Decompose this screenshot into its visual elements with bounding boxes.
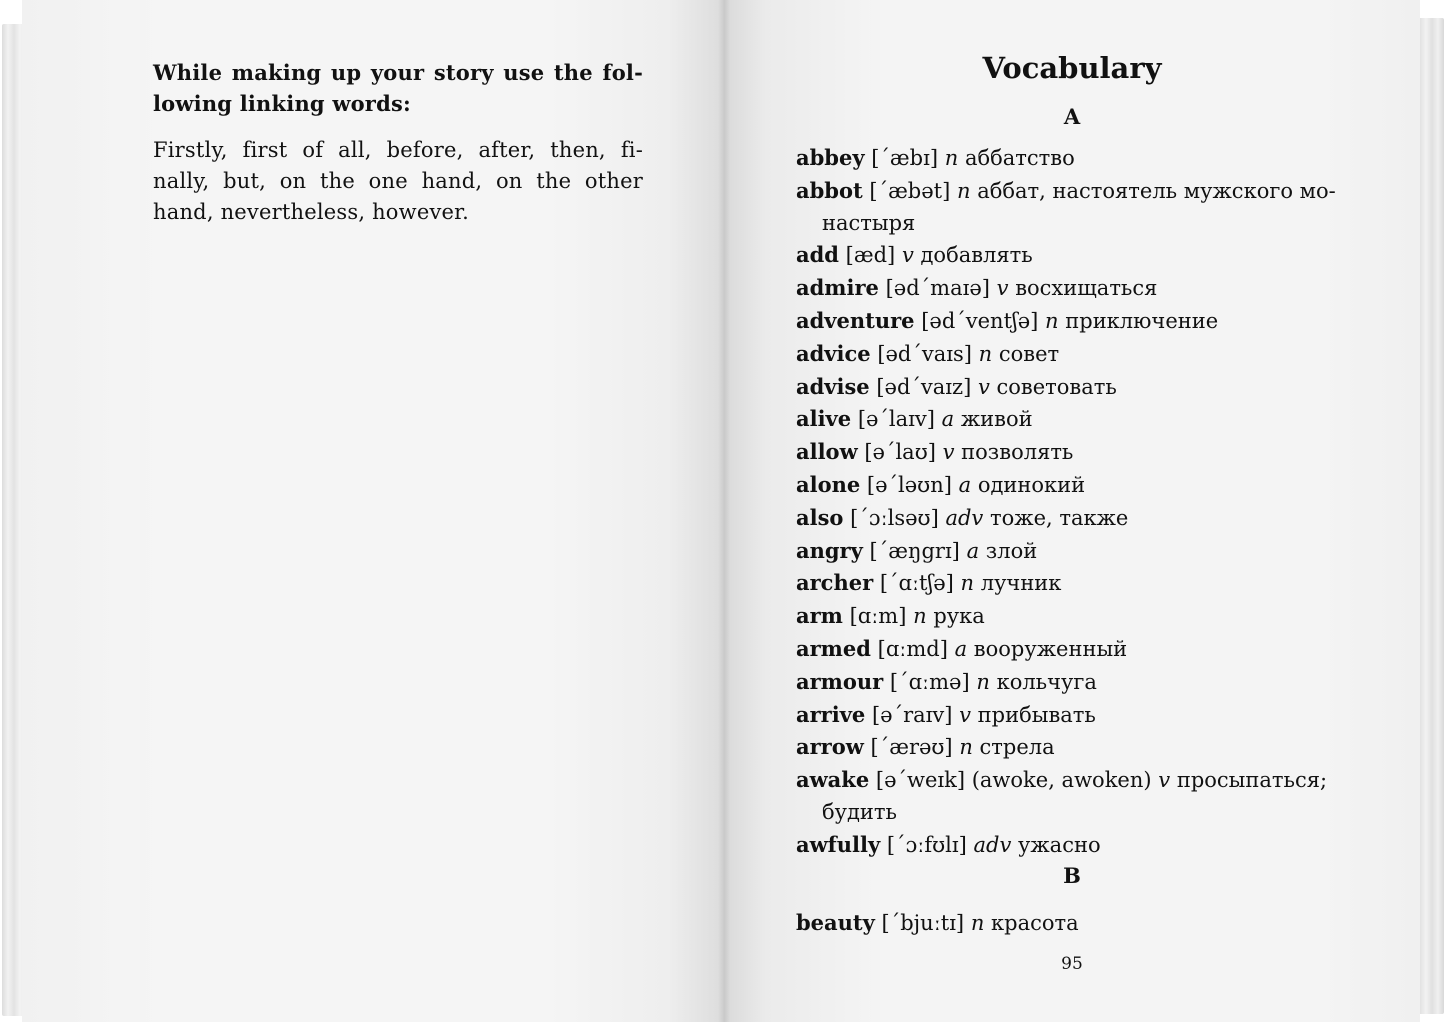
- entry-transcription: [æd]: [845, 243, 896, 268]
- entry-part-of-speech: a: [966, 538, 980, 563]
- entry-translation: вооруженный: [973, 636, 1128, 661]
- entry-word: archer: [796, 570, 874, 596]
- vocabulary-entry: [796, 338, 1351, 371]
- entry-transcription: [ˊærəʊ]: [870, 735, 953, 760]
- entry-word: allow: [796, 439, 858, 465]
- entry-word: alive: [796, 406, 852, 432]
- entry-translation: злой: [985, 538, 1038, 563]
- entry-translation: кольчуга: [996, 669, 1097, 694]
- vocabulary-entry: [796, 175, 1351, 240]
- entry-word: beauty: [796, 910, 875, 935]
- entry-translation-continued: будить: [822, 799, 897, 824]
- entry-transcription: [ədˊvaɪs]: [877, 341, 972, 366]
- entry-word: advice: [796, 340, 871, 366]
- entry-translation: аббат, настоятель мужского мо-: [977, 178, 1336, 203]
- entry-part-of-speech: n: [970, 911, 985, 935]
- page-number: 95: [1061, 954, 1083, 974]
- entry-word: admire: [796, 275, 879, 301]
- entry-word: awake: [796, 767, 870, 793]
- entry-translation: восхищаться: [1015, 276, 1158, 301]
- entry-word: armour: [796, 668, 884, 694]
- vocabulary-list-a: [796, 142, 1351, 862]
- heading-line: While making up your story use the fol-: [153, 60, 643, 85]
- entry-translation: прибывать: [977, 702, 1096, 727]
- entry-word: advise: [796, 373, 870, 399]
- paragraph-line: nally, but, on the one hand, on the other: [153, 169, 643, 193]
- entry-transcription: [əˊlaɪv]: [857, 407, 935, 432]
- entry-word: awfully: [796, 831, 881, 857]
- entry-transcription: [ˊæbət]: [869, 178, 951, 203]
- entry-translation: приключение: [1065, 308, 1219, 333]
- entry-transcription: [ɑːm]: [849, 604, 907, 629]
- entry-transcription: [ˊɑːmə]: [889, 669, 970, 694]
- entry-transcription: [əˊlaʊ]: [864, 440, 936, 465]
- entry-translation-continued: настыря: [822, 210, 916, 235]
- vocabulary-entry: [796, 699, 1351, 732]
- vocabulary-entry: [796, 272, 1351, 305]
- entry-word: arrow: [796, 734, 864, 760]
- entry-word: arm: [796, 603, 843, 629]
- book-gutter: [718, 0, 730, 1022]
- vocabulary-entry: [796, 666, 1351, 699]
- vocabulary-entry: [796, 371, 1351, 404]
- entry-translation: лучник: [980, 571, 1062, 596]
- vocabulary-entry: [796, 142, 1351, 175]
- vocabulary-entry: [796, 731, 1351, 764]
- right-page: [724, 0, 1420, 1022]
- vocabulary-entry: [796, 436, 1351, 469]
- entry-word: abbey: [796, 145, 865, 170]
- vocabulary-entry: [796, 764, 1351, 829]
- entry-transcription: [ədˊmaɪə]: [885, 276, 990, 301]
- entry-word: adventure: [796, 307, 915, 333]
- entry-word: abbot: [796, 177, 863, 203]
- entry-translation: просыпаться;: [1176, 768, 1328, 793]
- entry-transcription: [ˊɑːtʃə]: [879, 571, 954, 596]
- entry-part-of-speech: a: [941, 407, 955, 432]
- left-page-text: [153, 57, 643, 228]
- entry-word: arrive: [796, 701, 866, 727]
- heading-line: lowing linking words:: [153, 91, 411, 116]
- entry-translation: советовать: [996, 374, 1117, 399]
- entry-part-of-speech: n: [1045, 308, 1059, 333]
- vocabulary-entry: [796, 633, 1351, 666]
- entry-part-of-speech: a: [958, 472, 972, 497]
- entry-translation: совет: [998, 341, 1060, 366]
- entry-part-of-speech: v: [959, 702, 971, 727]
- vocabulary-list-b: [796, 907, 1351, 940]
- entry-translation: тоже, также: [989, 505, 1129, 530]
- entry-translation: позволять: [961, 440, 1074, 465]
- entry-word: alone: [796, 471, 861, 497]
- entry-part-of-speech: n: [957, 178, 971, 203]
- section-letter-b: B: [1063, 863, 1081, 888]
- entry-transcription: [əˊweɪk] (awoke, awoken): [875, 768, 1152, 793]
- entry-part-of-speech: adv: [945, 505, 984, 530]
- entry-part-of-speech: v: [942, 440, 955, 465]
- entry-transcription: [ˊɔːlsəʊ]: [850, 505, 939, 530]
- entry-word: also: [796, 504, 844, 530]
- entry-part-of-speech: v: [1158, 768, 1171, 793]
- vocabulary-entry: [796, 535, 1351, 568]
- entry-part-of-speech: a: [954, 636, 968, 661]
- vocabulary-title: Vocabulary: [982, 51, 1162, 85]
- entry-transcription: [əˊləʊn]: [866, 472, 952, 497]
- entry-part-of-speech: adv: [973, 832, 1012, 857]
- vocabulary-entry: [796, 907, 1351, 940]
- entry-transcription: [əˊraɪv]: [871, 702, 953, 727]
- entry-transcription: [ˊbjuːtɪ]: [881, 911, 965, 935]
- entry-part-of-speech: v: [996, 276, 1009, 301]
- vocabulary-entry: [796, 502, 1351, 535]
- linking-words-heading: [153, 57, 643, 119]
- entry-part-of-speech: n: [978, 341, 993, 366]
- entry-part-of-speech: n: [959, 735, 973, 760]
- entry-translation: красота: [991, 911, 1079, 935]
- paragraph-line: hand, nevertheless, however.: [153, 200, 469, 224]
- section-letter-a: A: [1063, 104, 1081, 129]
- entry-part-of-speech: v: [901, 243, 914, 268]
- vocabulary-entry: [796, 403, 1351, 436]
- entry-part-of-speech: v: [977, 374, 990, 399]
- entry-translation: добавлять: [920, 243, 1033, 268]
- entry-part-of-speech: n: [960, 571, 975, 596]
- entry-translation: аббатство: [964, 146, 1075, 170]
- entry-transcription: [ˊɔːfʊlɪ]: [886, 832, 967, 857]
- vocabulary-entry: [796, 567, 1351, 600]
- entry-transcription: [ədˊventʃə]: [921, 308, 1039, 333]
- entry-word: armed: [796, 635, 871, 661]
- vocabulary-entry: [796, 600, 1351, 633]
- entry-translation: живой: [960, 407, 1033, 432]
- entry-translation: одинокий: [977, 472, 1086, 497]
- entry-transcription: [ədˊvaɪz]: [876, 374, 972, 399]
- entry-translation: ужасно: [1018, 832, 1101, 857]
- linking-words-paragraph: [153, 135, 643, 228]
- entry-translation: стрела: [979, 735, 1055, 760]
- entry-word: angry: [796, 537, 863, 563]
- entry-part-of-speech: n: [976, 669, 990, 694]
- vocabulary-entry: [796, 305, 1351, 338]
- entry-transcription: [ˊæŋgrɪ]: [869, 538, 960, 563]
- vocabulary-entry: [796, 829, 1351, 862]
- entry-part-of-speech: n: [913, 604, 927, 629]
- vocabulary-entry: [796, 469, 1351, 502]
- left-page: [22, 0, 724, 1022]
- paragraph-line: Firstly, first of all, before, after, then, fi-: [153, 138, 643, 162]
- vocabulary-entry: [796, 239, 1351, 272]
- entry-word: add: [796, 242, 839, 268]
- entry-part-of-speech: n: [944, 146, 959, 170]
- entry-transcription: [ˊæbɪ]: [871, 146, 939, 170]
- entry-translation: рука: [933, 604, 985, 629]
- entry-transcription: [ɑːmd]: [877, 636, 948, 661]
